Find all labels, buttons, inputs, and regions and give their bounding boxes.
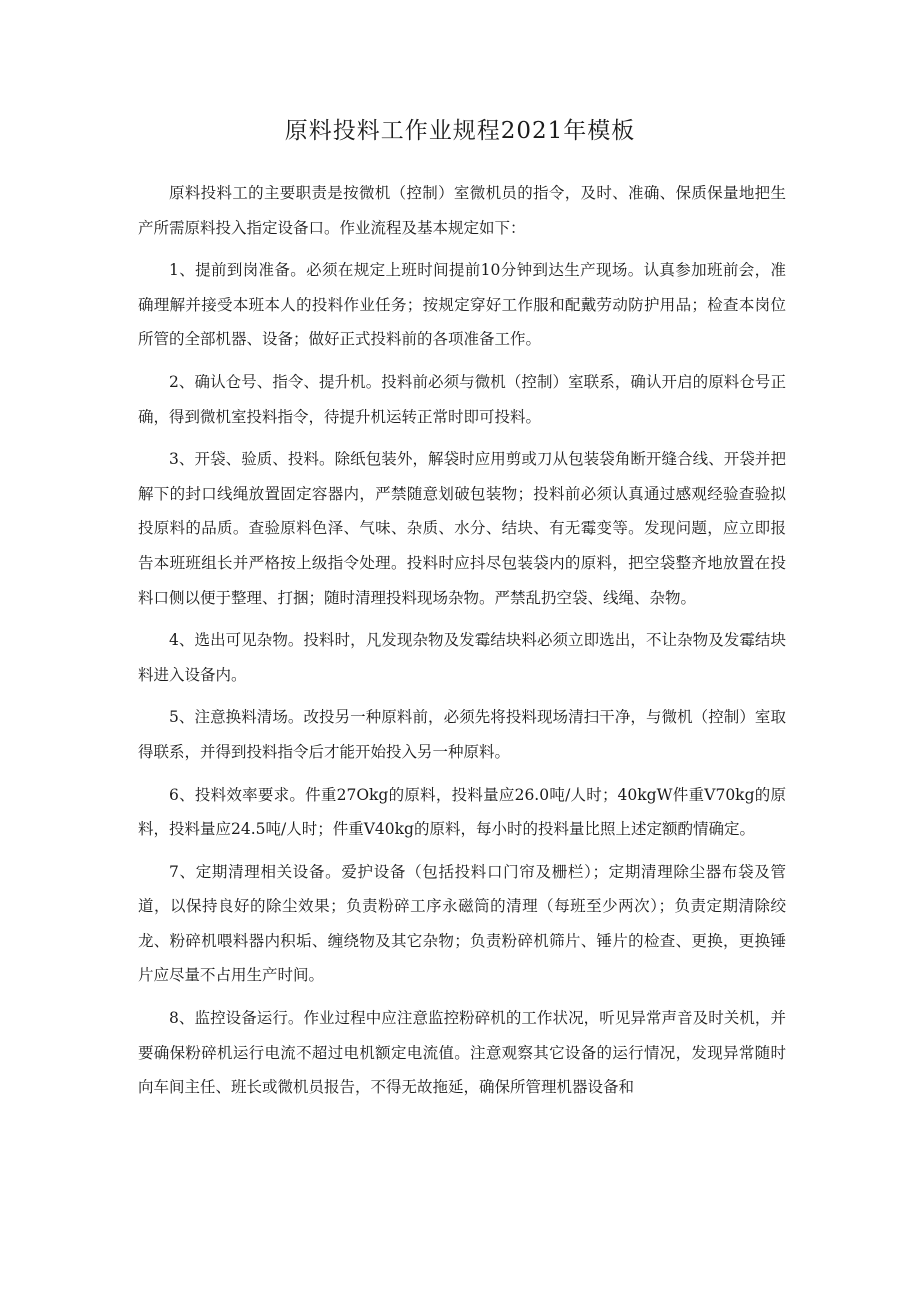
paragraph-7: 7、定期清理相关设备。爱护设备（包括投料口门帘及栅栏）；定期清理除尘器布袋及管道，以保持良好的除尘效果；负责粉碎工序永磁筒的清理（每班至少两次）；负责定期清除绞龙、粉碎机喂料器内积垢、缠绕物及其它杂物；负责粉碎机筛片、锤片的检查、更换，更换锤片应尽量不占用生产时间。 [138, 862, 786, 985]
paragraph-1: 1、提前到岗准备。必须在规定上班时间提前10分钟到达生产现场。认真参加班前会，准确理解并接受本班本人的投料作业任务；按规定穿好工作服和配戴劳动防护用品；检查本岗位所管的全部机器、设备；做好正式投料前的各项准备工作。 [138, 261, 786, 349]
document-body [138, 176, 786, 1113]
paragraph-4: 4、选出可见杂物。投料时，凡发现杂物及发霉结块料必须立即选出，不让杂物及发霉结块料进入设备内。 [138, 631, 786, 684]
document-title: 原料投料工作业规程2021年模板 [284, 118, 636, 144]
paragraph-8: 8、监控设备运行。作业过程中应注意监控粉碎机的工作状况，听见异常声音及时关机，并要确保粉碎机运行电流不超过电机额定电流值。注意观察其它设备的运行情况，发现异常随时向车间主任、班长或微机员报告，不得无故拖延，确保所管理机器设备和 [138, 1009, 786, 1097]
paragraph-6: 6、投料效率要求。件重27Okg的原料，投料量应26.0吨/人时；40kgW件重V70kg的原料，投料量应24.5吨/人时；件重V40kg的原料，每小时的投料量比照上述定额酌情确定。 [138, 785, 786, 839]
paragraph-5: 5、注意换料清场。改投另一种原料前，必须先将投料现场清扫干净，与微机（控制）室取得联系，并得到投料指令后才能开始投入另一种原料。 [138, 708, 786, 761]
paragraph-2: 2、确认仓号、指令、提升机。投料前必须与微机（控制）室联系，确认开启的原料仓号正确，得到微机室投料指令，待提升机运转正常时即可投料。 [138, 372, 786, 426]
paragraph-intro: 原料投料工的主要职责是按微机（控制）室微机员的指令，及时、准确、保质保量地把生产所需原料投入指定设备口。作业流程及基本规定如下： [138, 184, 786, 237]
paragraph-3: 3、开袋、验质、投料。除纸包装外，解袋时应用剪或刀从包装袋角断开缝合线、开袋并把解下的封口线绳放置固定容器内，严禁随意划破包装物；投料前必须认真通过感观经验查验拟投原料的品质。查验原料色泽、气味、杂质、水分、结块、有无霉变等。发现问题，应立即报告本班班组长并严格按上级指令处理。投料时应抖尽包装袋内的原料，把空袋整齐地放置在投料口侧以便于整理、打捆；随时清理投料现场杂物。严禁乱扔空袋、线绳、杂物。 [138, 450, 786, 607]
